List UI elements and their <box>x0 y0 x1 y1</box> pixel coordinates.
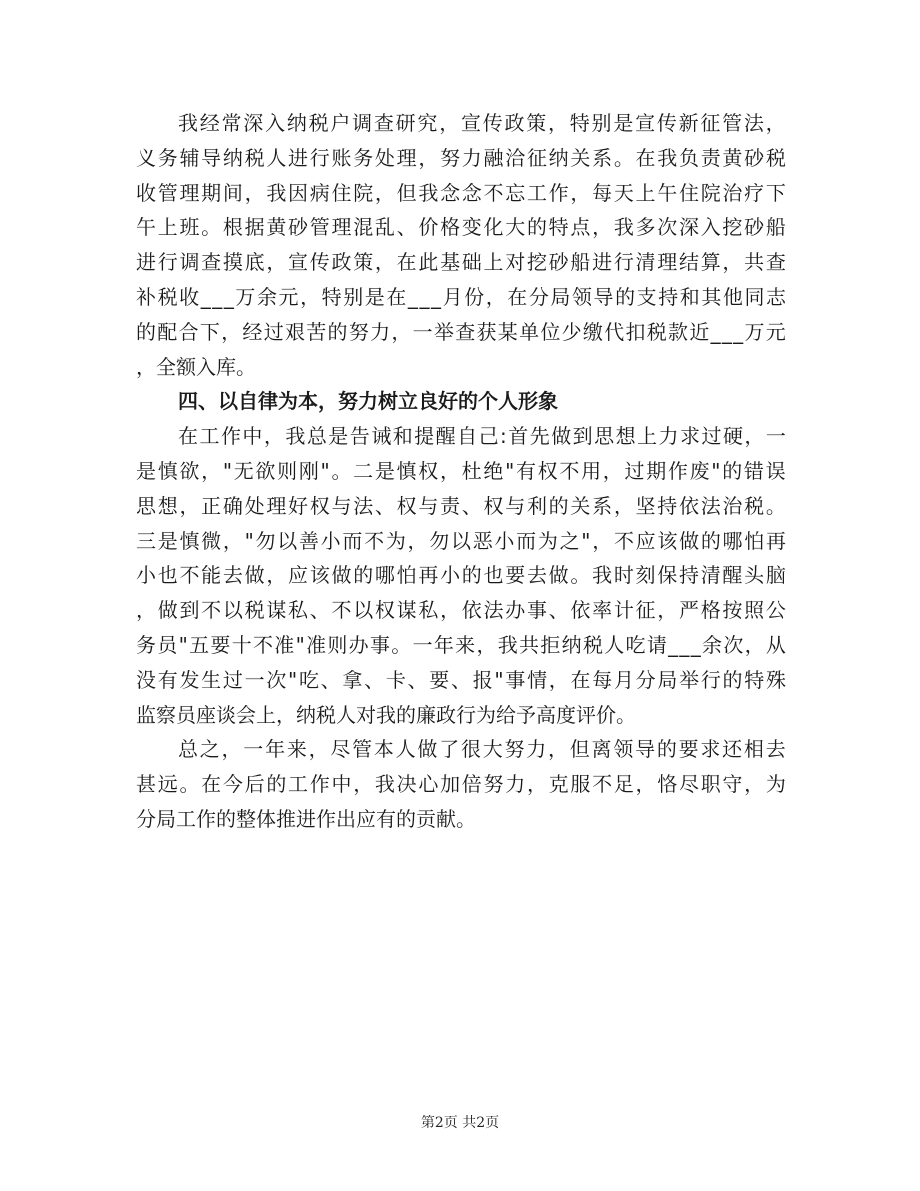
text-line: 务 员 " 五 要 十 不 准 " 准 则 办 事 。 一 年 来 ， 我 共 拒 纳 税 人 吃 请 _ _ _ 余 次 ， 从 <box>136 632 786 657</box>
text-line: 三 是 慎 微 ， " 勿 以 善 小 而 不 为 ， 勿 以 恶 小 而 为 之 " ， 不 应 该 做 的 哪 怕 再 <box>136 528 786 553</box>
text-line: 小 也 不 能 去 做 ， 应 该 做 的 哪 怕 再 小 的 也 要 去 做 。 我 时 刻 保 持 清 醒 头 脑 <box>136 563 786 588</box>
section-heading: 四、以自律为本，努力树立良好的个人形象 <box>178 389 558 414</box>
text-line: 甚 远 。 在 今 后 的 工 作 中 ， 我 决 心 加 倍 努 力 ， 克 服 不 足 ， 恪 尽 职 守 ， 为 <box>136 772 786 797</box>
document-body <box>136 106 786 837</box>
text-line: 总 之 ， 一 年 来 ， 尽 管 本 人 做 了 很 大 努 力 ， 但 离 领 导 的 要 求 还 相 去 <box>178 737 786 762</box>
text-line: 我 经 常 深 入 纳 税 户 调 查 研 究 ， 宣 传 政 策 ， 特 别 是 宣 传 新 征 管 法 ， <box>178 111 786 135</box>
text-line: 没 有 发 生 过 一 次 " 吃 、 拿 、 卡 、 要 、 报 " 事 情 ， 在 每 月 分 局 举 行 的 特 殊 <box>136 667 786 692</box>
text-line: ， 做 到 不 以 税 谋 私 、 不 以 权 谋 私 ， 依 法 办 事 、 依 率 计 征 ， 严 格 按 照 公 <box>136 598 786 623</box>
text-line: 补 税 收 _ _ _ 万 余 元 ， 特 别 是 在 _ _ _ 月 份 ， 在 分 局 领 导 的 支 持 和 其 他 同 志 <box>136 284 786 309</box>
text-line: 分局工作的整体推进作出应有的贡献。 <box>136 806 476 831</box>
text-line: 监察员座谈会上，纳税人对我的廉政行为给予高度评价。 <box>136 702 636 727</box>
text-line: 收 管 理 期 间 ， 我 因 病 住 院 ， 但 我 念 念 不 忘 工 作 ， 每 天 上 午 住 院 治 疗 下 <box>136 180 786 205</box>
text-line: 进 行 调 查 摸 底 ， 宣 传 政 策 ， 在 此 基 础 上 对 挖 砂 船 进 行 清 理 结 算 ， 共 查 <box>136 250 786 275</box>
text-line: 义 务 辅 导 纳 税 人 进 行 账 务 处 理 ， 努 力 融 洽 征 纳 关 系 。 在 我 负 责 黄 砂 税 <box>136 145 786 170</box>
text-line: ，全额入库。 <box>136 354 256 379</box>
text-line: 在 工 作 中 ， 我 总 是 告 诫 和 提 醒 自 己 : 首 先 做 到 思 想 上 力 求 过 硬 ， 一 <box>178 424 786 449</box>
page-number: 第2页 共2页 <box>420 1115 500 1131</box>
text-line: 思 想 ， 正 确 处 理 好 权 与 法 、 权 与 责 、 权 与 利 的 关 系 ， 坚 持 依 法 治 税 。 <box>136 493 786 518</box>
text-line: 的 配 合 下 ， 经 过 艰 苦 的 努 力 ， 一 举 查 获 某 单 位 少 缴 代 扣 税 款 近 _ _ _ 万 元 <box>136 319 786 344</box>
text-line: 是 慎 欲 ， " 无 欲 则 刚 " 。 二 是 慎 权 ， 杜 绝 " 有 权 不 用 ， 过 期 作 废 " 的 错 误 <box>136 458 786 483</box>
text-line: 午 上 班 。 根 据 黄 砂 管 理 混 乱 、 价 格 变 化 大 的 特 点 ， 我 多 次 深 入 挖 砂 船 <box>136 215 786 240</box>
